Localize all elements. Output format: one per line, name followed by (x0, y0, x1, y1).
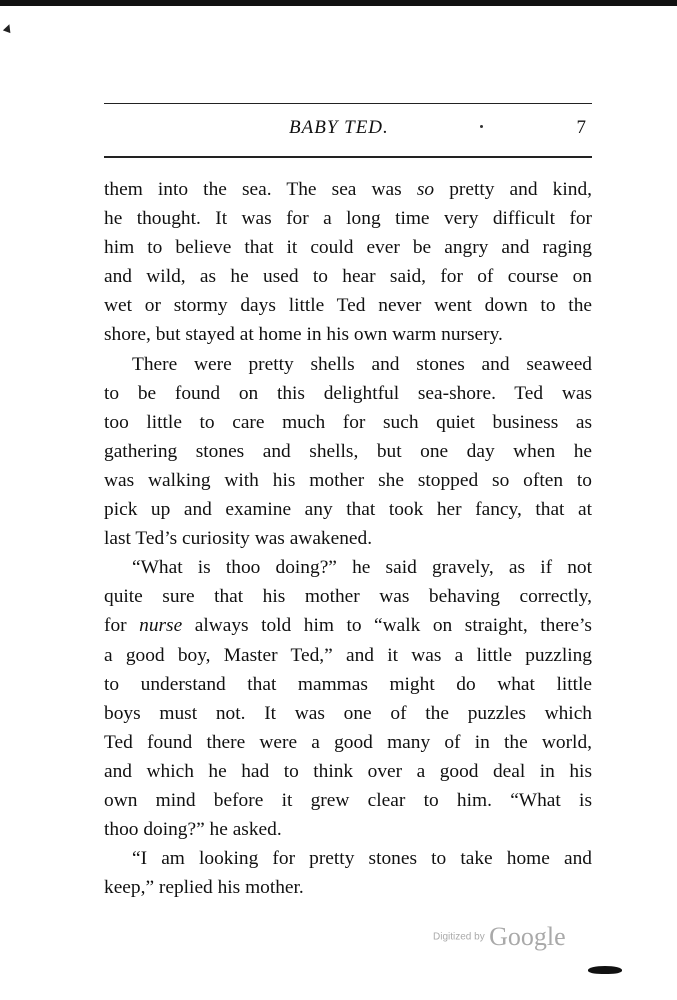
text-line: for nurse always told him to “walk on straight, there’s (104, 615, 592, 637)
text-line: gathering stones and shells, but one day when he (104, 440, 592, 462)
text-line: to be found on this delightful sea-shore. Ted was (104, 382, 592, 404)
margin-mark (3, 23, 13, 33)
google-logo: Google (489, 922, 566, 951)
text-line: to understand that mammas might do what little (104, 673, 592, 695)
text-line: Ted found there were a good many of in the world, (104, 731, 592, 753)
text-line: quite sure that his mother was behaving correctly, (104, 586, 592, 608)
text-line: boys must not. It was one of the puzzles which (104, 702, 592, 724)
running-head (104, 117, 592, 145)
text-line: keep,” replied his mother. (104, 877, 304, 899)
text-line: last Ted’s curiosity was awakened. (104, 528, 373, 550)
text-line: him to believe that it could ever be angry and raging (104, 237, 592, 259)
text-line: There were pretty shells and stones and seaweed (132, 353, 592, 375)
text-line: “What is thoo doing?” he said gravely, as if not (132, 557, 592, 579)
text-line: thoo doing?” he asked. (104, 819, 282, 841)
text-line: wet or stormy days little Ted never went down to the (104, 295, 592, 317)
watermark-prefix: Digitized by (433, 931, 485, 943)
body-text (104, 175, 592, 902)
digitized-watermark (433, 922, 566, 952)
text-line: he thought. It was for a long time very difficult for (104, 208, 592, 230)
text-line: “I am looking for pretty stones to take home and (132, 848, 592, 870)
text-line: too little to care much for such quiet business as (104, 411, 592, 433)
text-line: a good boy, Master Ted,” and it was a little puzzling (104, 644, 592, 666)
header-top-rule (104, 103, 592, 104)
header-bottom-rule (104, 156, 592, 158)
text-line: and which he had to think over a good deal in his (104, 760, 592, 782)
page-top-border (0, 0, 677, 6)
text-line: them into the sea. The sea was so pretty and kind, (104, 179, 592, 200)
text-line: pick up and examine any that took her fancy, that at (104, 499, 592, 521)
text-line: was walking with his mother she stopped so often to (104, 469, 592, 491)
text-line: shore, but stayed at home in his own warm nursery. (104, 324, 503, 346)
ink-blot-mark (588, 966, 622, 974)
text-line: and wild, as he used to hear said, for of course on (104, 266, 592, 288)
text-line: own mind before it grew clear to him. “What is (104, 789, 592, 811)
page-number: 7 (576, 117, 586, 138)
running-title: BABY TED. (289, 117, 389, 138)
header-dot-mark (480, 125, 483, 128)
